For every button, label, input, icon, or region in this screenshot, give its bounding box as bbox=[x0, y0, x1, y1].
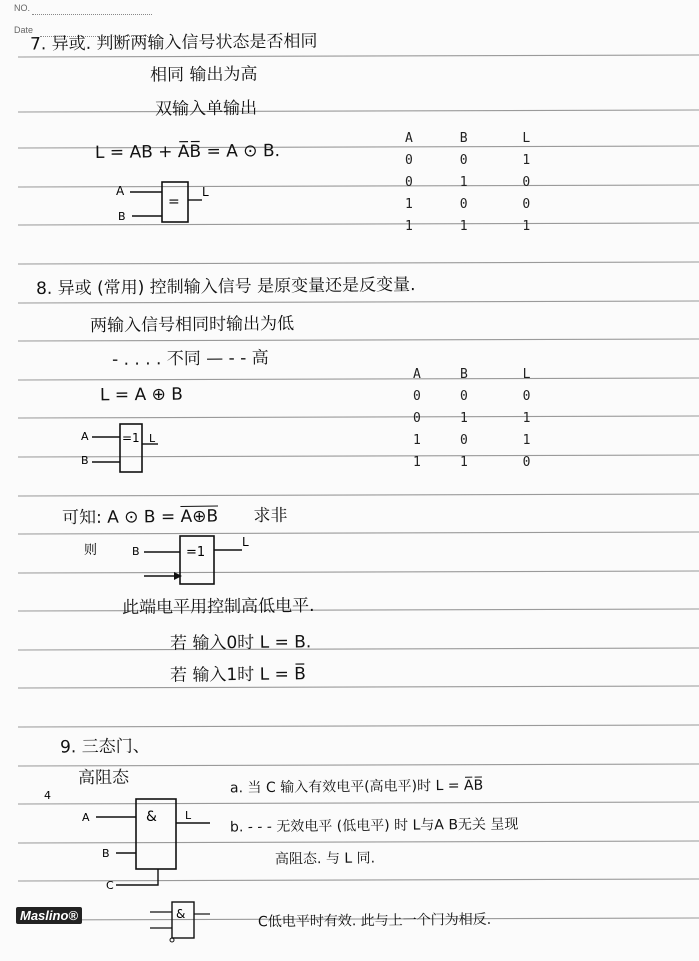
section3-line-control: 此端电平用控制高低电平. bbox=[121, 595, 315, 619]
section2-formula: L = A ⊕ B bbox=[99, 384, 183, 406]
section1-line3: 双输入单输出 bbox=[154, 98, 258, 120]
section1-formula: L = AB + A̅B̅ = A ⊙ B. bbox=[94, 141, 281, 163]
section2-gate-in-a: A bbox=[81, 430, 89, 443]
section3-case0: 若 输入0时 L = B. bbox=[169, 632, 312, 654]
date-label: Date bbox=[14, 25, 34, 35]
section3-gate-prefix: 则 bbox=[84, 543, 98, 558]
section2-gate-symbol: =1 bbox=[122, 431, 140, 445]
section2-gate-out: L bbox=[149, 432, 156, 445]
section1-gate-symbol: = bbox=[168, 194, 180, 210]
section2-title: 8. 异或 (常用) 控制输入信号 是原变量还是反变量. bbox=[35, 275, 416, 299]
section3-known-over: A⊕B bbox=[180, 506, 219, 527]
section2-truth-table bbox=[413, 364, 530, 474]
section2-line2: 两输入信号相同时输出为低 bbox=[89, 313, 295, 337]
truth-table-row: 1 1 0 bbox=[413, 455, 531, 470]
section3-gate-diagram bbox=[82, 528, 272, 590]
section3-case1: 若 输入1时 L = B̅ bbox=[169, 664, 306, 686]
section4-gate-symbol: & bbox=[146, 809, 157, 825]
section1-gate-in-b: B bbox=[118, 210, 126, 223]
section2-line3: - . . . . 不同 — - - 高 bbox=[111, 348, 269, 370]
section4-small-gate bbox=[140, 900, 220, 948]
section4-case-a: a. 当 C 输入有效电平(高电平)时 L = A̅B̅ bbox=[229, 777, 484, 797]
truth-table-row: 0 0 0 bbox=[413, 389, 531, 404]
section4-gate-in-c: C bbox=[106, 879, 114, 892]
section4-gate-out: L bbox=[185, 809, 192, 822]
section3-known: 可知: A ⊙ B = A⊕B 求非 bbox=[61, 505, 288, 529]
section1-truth-table bbox=[405, 128, 530, 238]
truth-table-row: 0 1 0 bbox=[405, 175, 531, 190]
section4-case-b: b. - - - 无效电平 (低电平) 时 L与A B无关 呈现 bbox=[229, 816, 519, 836]
section1-title: 7. 异或. 判断两输入信号状态是否相同 bbox=[29, 31, 318, 55]
section4-small-gate-symbol: & bbox=[176, 907, 186, 921]
section4-gate-prefix: 4 bbox=[44, 789, 51, 802]
section4-gate-diagram bbox=[40, 785, 230, 897]
section4-title: 9. 三态门、 bbox=[59, 736, 150, 758]
truth-table-header: A B L bbox=[405, 131, 531, 146]
section4-subtitle: 高阻态 bbox=[77, 767, 130, 789]
truth-table-row: 0 0 1 bbox=[405, 153, 531, 168]
no-label: NO. bbox=[14, 3, 31, 13]
section3-gate-out: L bbox=[242, 535, 249, 549]
section4-gate-in-a: A bbox=[82, 811, 90, 824]
section3-gate-in-b: B bbox=[132, 545, 140, 558]
truth-table-row: 1 0 0 bbox=[405, 197, 531, 212]
section1-line2: 相同 输出为高 bbox=[149, 64, 258, 86]
section2-gate-in-b: B bbox=[81, 454, 89, 467]
truth-table-header: A B L bbox=[413, 367, 531, 382]
section4-note: C低电平时有效. 此与上一个门为相反. bbox=[257, 911, 492, 931]
section1-gate-diagram bbox=[110, 178, 220, 228]
section1-gate-out: L bbox=[202, 185, 209, 199]
truth-table-row: 1 0 1 bbox=[413, 433, 531, 448]
truth-table-row: 1 1 1 bbox=[405, 219, 531, 234]
section4-case-b2: 高阻态. 与 L 同. bbox=[274, 850, 376, 868]
section1-gate-in-a: A bbox=[116, 184, 125, 198]
truth-table-row: 0 1 1 bbox=[413, 411, 531, 426]
section4-gate-in-b: B bbox=[102, 847, 110, 860]
brand-logo: Maslino® bbox=[16, 907, 82, 924]
section3-gate-symbol: =1 bbox=[186, 545, 206, 560]
section2-gate-diagram bbox=[78, 420, 188, 476]
